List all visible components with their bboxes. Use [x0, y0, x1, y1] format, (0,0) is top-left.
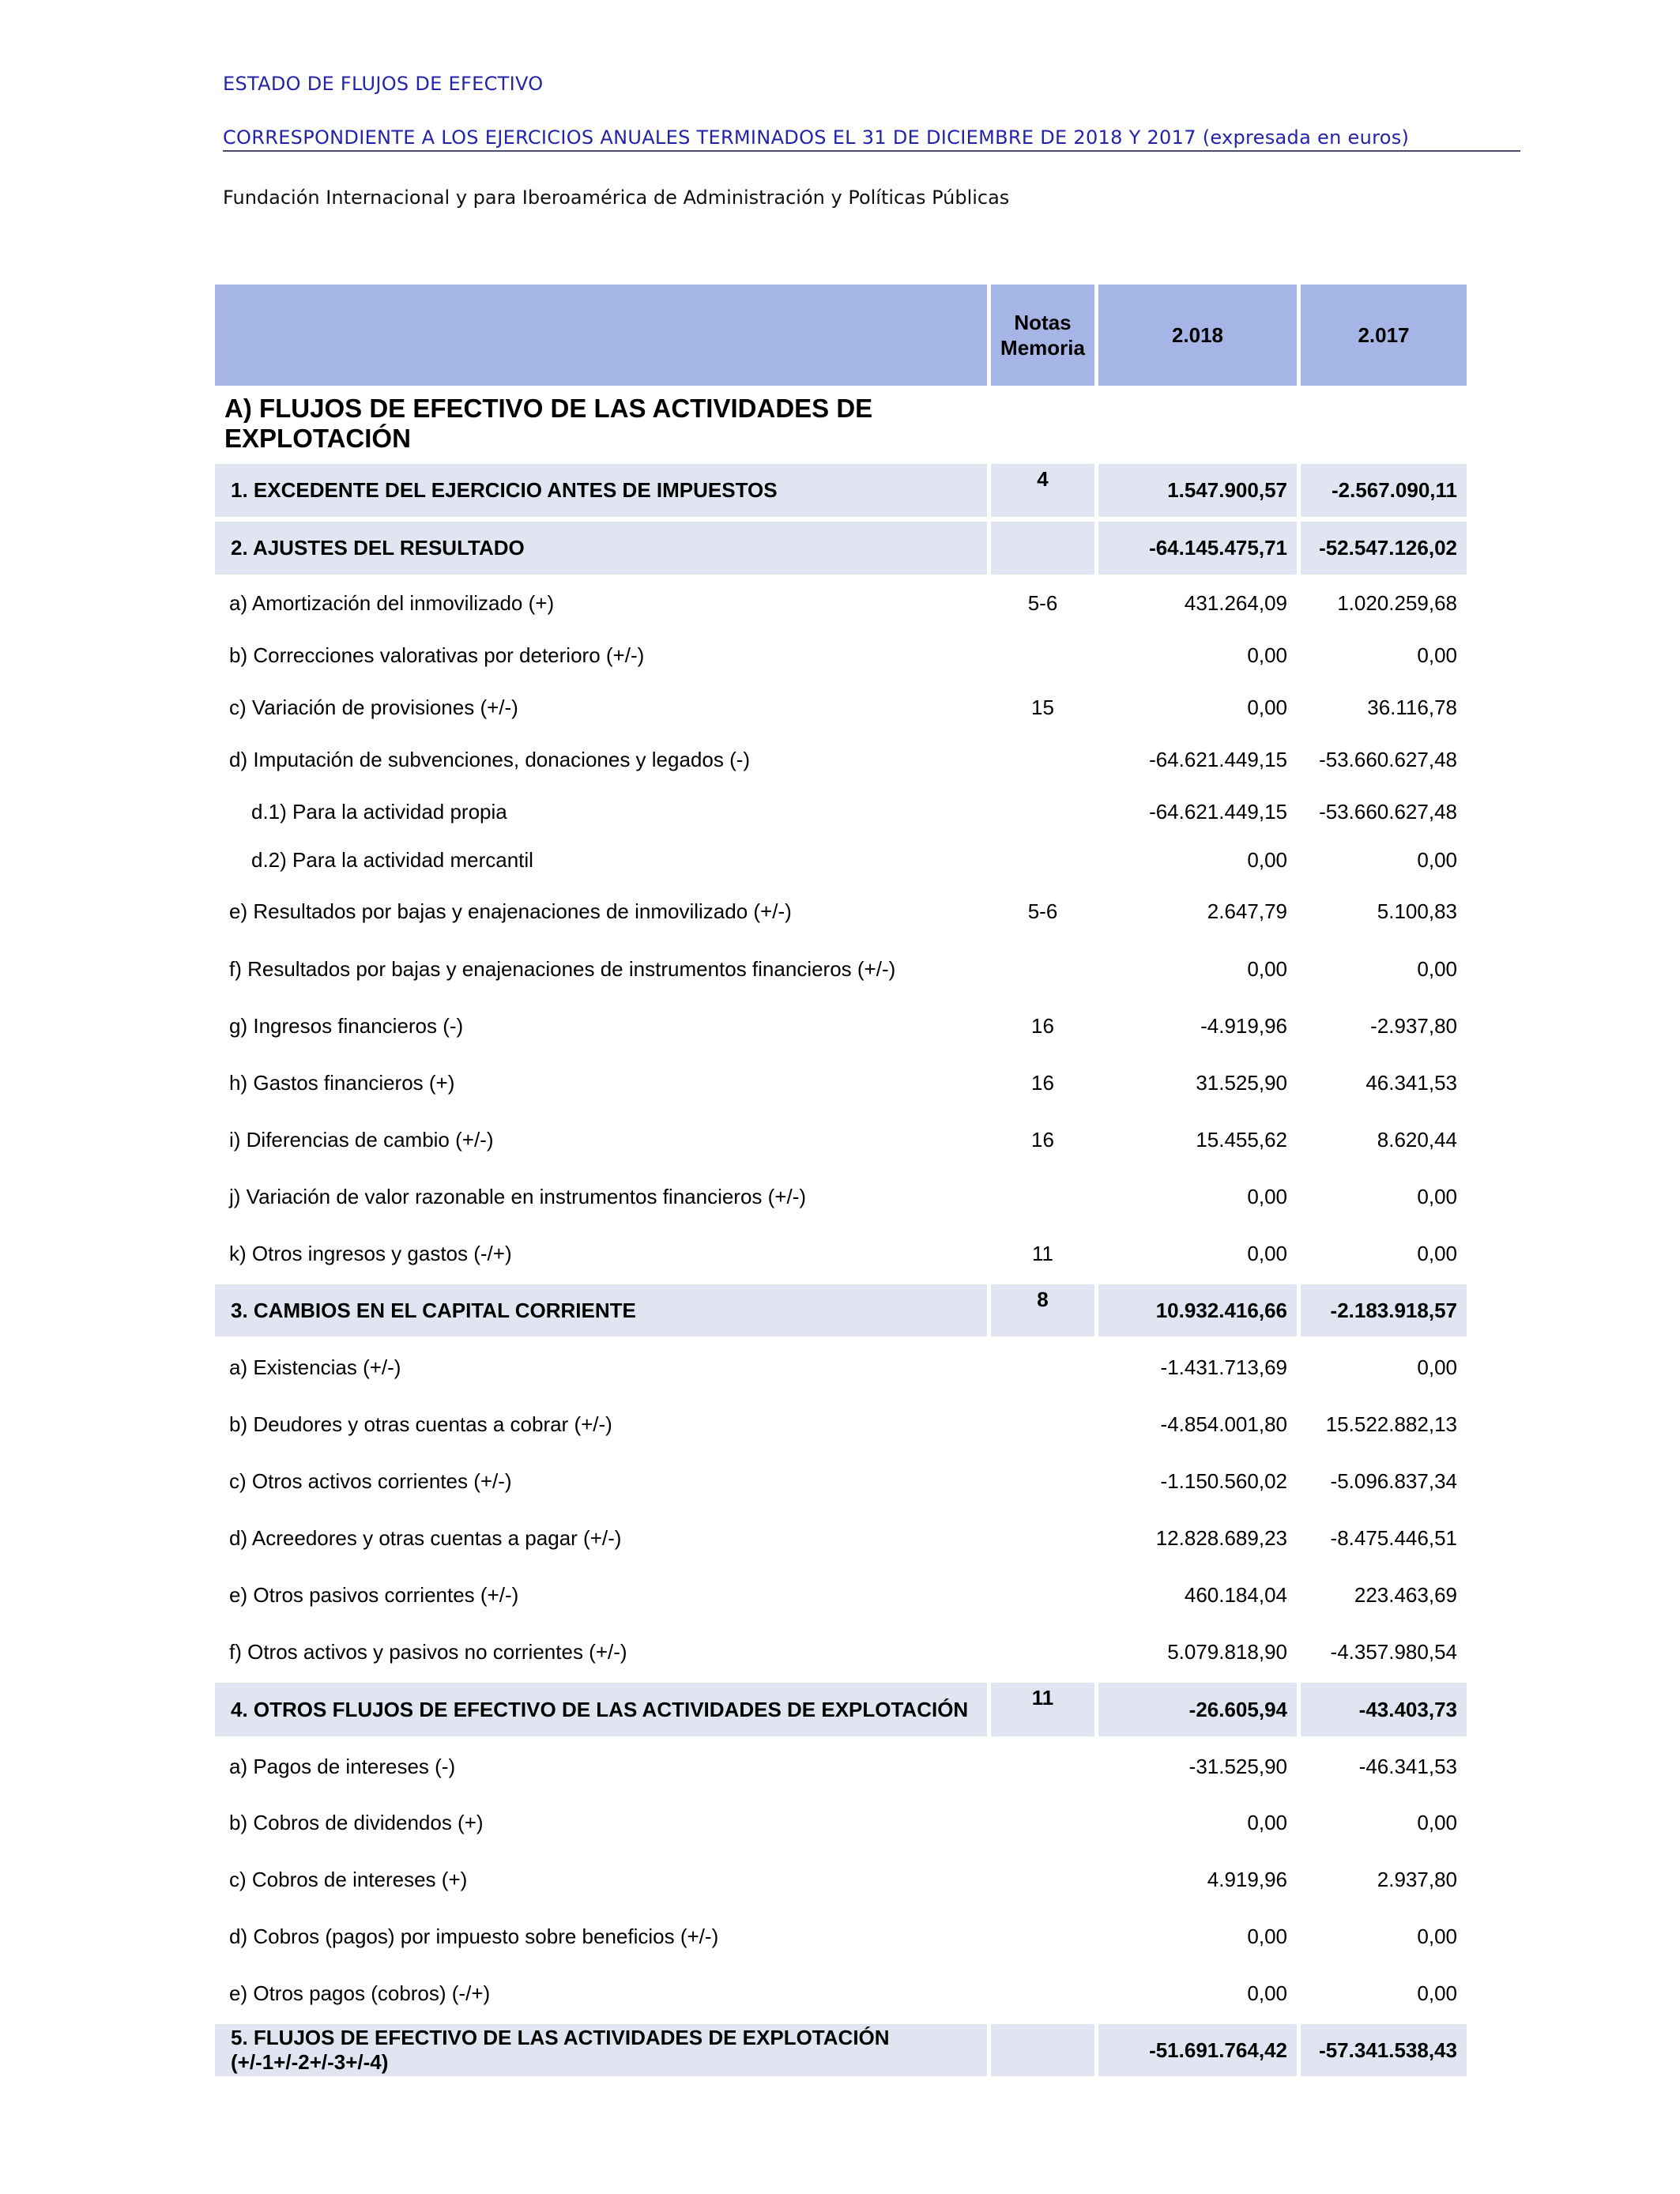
- row-value-2017: -2.183.918,57: [1297, 1282, 1467, 1339]
- row-note: [987, 733, 1094, 786]
- row-value-2018: -4.919,96: [1094, 997, 1297, 1054]
- row-value-2017: -2.567.090,11: [1297, 462, 1467, 519]
- table-row: [215, 629, 1467, 681]
- row-label: e) Otros pagos (cobros) (-/+): [229, 1981, 491, 2005]
- row-value-2017: -53.660.627,48: [1297, 786, 1467, 838]
- row-value-2018: 1.547.900,57: [1094, 462, 1297, 519]
- row-note: 8: [987, 1282, 1094, 1339]
- row-value-2017: 15.522.882,13: [1297, 1396, 1467, 1453]
- row-value-2017: 8.620,44: [1297, 1111, 1467, 1168]
- header-blank-cell: [215, 285, 987, 386]
- row-label: e) Resultados por bajas y enajenaciones de inmovilizado (+/-): [229, 899, 792, 923]
- header-notes-line2: Memoria: [1000, 336, 1085, 360]
- row-label: d) Imputación de subvenciones, donaciones y legados (-): [229, 747, 751, 771]
- row-value-2018: -51.691.764,42: [1094, 2022, 1297, 2079]
- table-row: [215, 1225, 1467, 1282]
- section-title: A) FLUJOS DE EFECTIVO DE LAS ACTIVIDADES DE EXPLOTACIÓN: [224, 394, 873, 453]
- row-label: i) Diferencias de cambio (+/-): [229, 1127, 494, 1152]
- row-label: h) Gastos financieros (+): [229, 1070, 455, 1095]
- row-note: [987, 1908, 1094, 1965]
- row-label: b) Correcciones valorativas por deterioro (+/-): [229, 643, 645, 667]
- header-divider: [223, 150, 1520, 152]
- table-row: [215, 1908, 1467, 1965]
- row-note: [987, 1851, 1094, 1908]
- row-value-2017: -4.357.980,54: [1297, 1623, 1467, 1680]
- row-value-2018: 0,00: [1094, 1965, 1297, 2022]
- table-row: [215, 1111, 1467, 1168]
- row-value-2017: -53.660.627,48: [1297, 733, 1467, 786]
- table-row: [215, 1168, 1467, 1225]
- row-note: [987, 786, 1094, 838]
- row-value-2018: -64.621.449,15: [1094, 733, 1297, 786]
- organization-name: Fundación Internacional y para Iberoamérica de Administración y Políticas Públicas: [223, 187, 1010, 209]
- row-value-2018: -1.431.713,69: [1094, 1339, 1297, 1396]
- row-label: f) Resultados por bajas y enajenaciones de instrumentos financieros (+/-): [229, 956, 896, 981]
- header-notes-line1: Notas: [1014, 311, 1072, 334]
- row-value-2018: 0,00: [1094, 629, 1297, 681]
- row-value-2017: 46.341,53: [1297, 1054, 1467, 1111]
- row-label: a) Amortización del inmovilizado (+): [229, 590, 555, 615]
- row-value-2018: 0,00: [1094, 681, 1297, 733]
- table-row: [215, 1054, 1467, 1111]
- row-label: d.2) Para la actividad mercantil: [251, 847, 533, 872]
- row-note: [987, 2022, 1094, 2079]
- row-value-2018: 0,00: [1094, 1908, 1297, 1965]
- section-title-row: [215, 386, 1467, 462]
- row-note: [987, 1396, 1094, 1453]
- row-value-2017: -57.341.538,43: [1297, 2022, 1467, 2079]
- row-note: [987, 1566, 1094, 1623]
- row-label: b) Cobros de dividendos (+): [229, 1810, 484, 1834]
- row-value-2018: -26.605,94: [1094, 1680, 1297, 1739]
- row-value-2018: 12.828.689,23: [1094, 1510, 1297, 1566]
- row-note: 5-6: [987, 577, 1094, 629]
- row-value-2017: 5.100,83: [1297, 882, 1467, 941]
- row-label: k) Otros ingresos y gastos (-/+): [229, 1241, 512, 1265]
- row-value-2018: 0,00: [1094, 1794, 1297, 1851]
- row-label: 4. OTROS FLUJOS DE EFECTIVO DE LAS ACTIVIDADES DE EXPLOTACIÓN: [215, 1680, 987, 1739]
- table-total-row: [215, 1680, 1467, 1739]
- row-label: d) Acreedores y otras cuentas a pagar (+/-): [229, 1525, 622, 1550]
- row-note: 15: [987, 681, 1094, 733]
- row-label: c) Cobros de intereses (+): [229, 1867, 468, 1891]
- table-total-row: [215, 2022, 1467, 2079]
- row-note: 16: [987, 1054, 1094, 1111]
- row-value-2018: 431.264,09: [1094, 577, 1297, 629]
- row-value-2017: 0,00: [1297, 1965, 1467, 2022]
- row-label: d) Cobros (pagos) por impuesto sobre beneficios (+/-): [229, 1924, 719, 1948]
- table-row: [215, 1510, 1467, 1566]
- row-value-2018: 10.932.416,66: [1094, 1282, 1297, 1339]
- row-note: 11: [987, 1225, 1094, 1282]
- header-year-2017: 2.017: [1297, 285, 1467, 386]
- row-value-2017: 0,00: [1297, 629, 1467, 681]
- row-label: d.1) Para la actividad propia: [251, 799, 507, 824]
- table-row: [215, 1851, 1467, 1908]
- row-value-2017: 0,00: [1297, 838, 1467, 882]
- table-row: [215, 1794, 1467, 1851]
- table-row: [215, 1453, 1467, 1510]
- row-value-2017: -8.475.446,51: [1297, 1510, 1467, 1566]
- cash-flow-table: [215, 285, 1467, 2079]
- row-value-2018: 0,00: [1094, 838, 1297, 882]
- row-value-2018: -64.621.449,15: [1094, 786, 1297, 838]
- table-header-row: [215, 285, 1467, 386]
- row-value-2017: 36.116,78: [1297, 681, 1467, 733]
- row-value-2017: -2.937,80: [1297, 997, 1467, 1054]
- table-total-row: [215, 1282, 1467, 1339]
- row-label: b) Deudores y otras cuentas a cobrar (+/-): [229, 1412, 612, 1436]
- row-value-2018: -1.150.560,02: [1094, 1453, 1297, 1510]
- row-value-2018: 2.647,79: [1094, 882, 1297, 941]
- row-value-2018: -31.525,90: [1094, 1739, 1297, 1794]
- row-value-2017: -5.096.837,34: [1297, 1453, 1467, 1510]
- row-value-2018: 31.525,90: [1094, 1054, 1297, 1111]
- row-value-2017: 0,00: [1297, 1168, 1467, 1225]
- row-value-2018: 460.184,04: [1094, 1566, 1297, 1623]
- row-note: [987, 1510, 1094, 1566]
- table-row: [215, 577, 1467, 629]
- row-value-2018: 0,00: [1094, 1225, 1297, 1282]
- row-value-2018: -4.854.001,80: [1094, 1396, 1297, 1453]
- row-note: 16: [987, 1111, 1094, 1168]
- row-label: c) Otros activos corrientes (+/-): [229, 1468, 512, 1493]
- row-note: [987, 1623, 1094, 1680]
- row-label: c) Variación de provisiones (+/-): [229, 695, 518, 719]
- row-value-2018: -64.145.475,71: [1094, 519, 1297, 577]
- row-note: [987, 838, 1094, 882]
- report-title: ESTADO DE FLUJOS DE EFECTIVO: [223, 73, 544, 95]
- row-value-2017: -52.547.126,02: [1297, 519, 1467, 577]
- row-label: j) Variación de valor razonable en instrumentos financieros (+/-): [229, 1184, 807, 1208]
- row-label: a) Pagos de intereses (-): [229, 1754, 456, 1778]
- header-notes-memoria: [987, 285, 1094, 386]
- table-row: [215, 1396, 1467, 1453]
- row-note: [987, 1794, 1094, 1851]
- row-label: f) Otros activos y pasivos no corrientes (+/-): [229, 1639, 627, 1664]
- row-value-2017: -46.341,53: [1297, 1739, 1467, 1794]
- table-total-row: [215, 462, 1467, 519]
- row-value-2018: 0,00: [1094, 941, 1297, 997]
- row-label: 2. AJUSTES DEL RESULTADO: [215, 519, 987, 577]
- table-row: [215, 733, 1467, 786]
- row-label: e) Otros pasivos corrientes (+/-): [229, 1582, 519, 1607]
- row-label: 1. EXCEDENTE DEL EJERCICIO ANTES DE IMPUESTOS: [215, 462, 987, 519]
- row-note: [987, 1739, 1094, 1794]
- table-row: [215, 997, 1467, 1054]
- row-value-2017: 0,00: [1297, 941, 1467, 997]
- row-value-2017: 0,00: [1297, 1908, 1467, 1965]
- table-row: [215, 838, 1467, 882]
- row-value-2017: 0,00: [1297, 1225, 1467, 1282]
- row-label: 3. CAMBIOS EN EL CAPITAL CORRIENTE: [215, 1282, 987, 1339]
- row-note: 16: [987, 997, 1094, 1054]
- row-note: [987, 1168, 1094, 1225]
- table-row: [215, 1566, 1467, 1623]
- row-note: 4: [987, 462, 1094, 519]
- table-total-row: [215, 519, 1467, 577]
- table-row: [215, 941, 1467, 997]
- table-row: [215, 1623, 1467, 1680]
- row-value-2017: 0,00: [1297, 1339, 1467, 1396]
- row-value-2018: 5.079.818,90: [1094, 1623, 1297, 1680]
- table-row: [215, 1965, 1467, 2022]
- row-note: 11: [987, 1680, 1094, 1739]
- row-label: g) Ingresos financieros (-): [229, 1013, 464, 1038]
- table-row: [215, 681, 1467, 733]
- row-label: a) Existencias (+/-): [229, 1355, 401, 1379]
- report-subtitle: CORRESPONDIENTE A LOS EJERCICIOS ANUALES TERMINADOS EL 31 DE DICIEMBRE DE 2018 Y 2017 (expresada en euros): [223, 126, 1410, 149]
- row-label: 5. FLUJOS DE EFECTIVO DE LAS ACTIVIDADES DE EXPLOTACIÓN (+/-1+/-2+/-3+/-4): [215, 2022, 987, 2079]
- table-row: [215, 786, 1467, 838]
- row-note: [987, 519, 1094, 577]
- row-value-2018: 4.919,96: [1094, 1851, 1297, 1908]
- row-value-2017: 1.020.259,68: [1297, 577, 1467, 629]
- header-year-2018: 2.018: [1094, 285, 1297, 386]
- row-note: [987, 1965, 1094, 2022]
- row-value-2017: 223.463,69: [1297, 1566, 1467, 1623]
- table-row: [215, 1339, 1467, 1396]
- row-note: [987, 1453, 1094, 1510]
- table-row: [215, 882, 1467, 941]
- row-note: [987, 1339, 1094, 1396]
- row-value-2017: 0,00: [1297, 1794, 1467, 1851]
- row-value-2017: 2.937,80: [1297, 1851, 1467, 1908]
- row-value-2017: -43.403,73: [1297, 1680, 1467, 1739]
- table-row: [215, 1739, 1467, 1794]
- row-value-2018: 15.455,62: [1094, 1111, 1297, 1168]
- row-value-2018: 0,00: [1094, 1168, 1297, 1225]
- row-note: 5-6: [987, 882, 1094, 941]
- row-note: [987, 941, 1094, 997]
- row-note: [987, 629, 1094, 681]
